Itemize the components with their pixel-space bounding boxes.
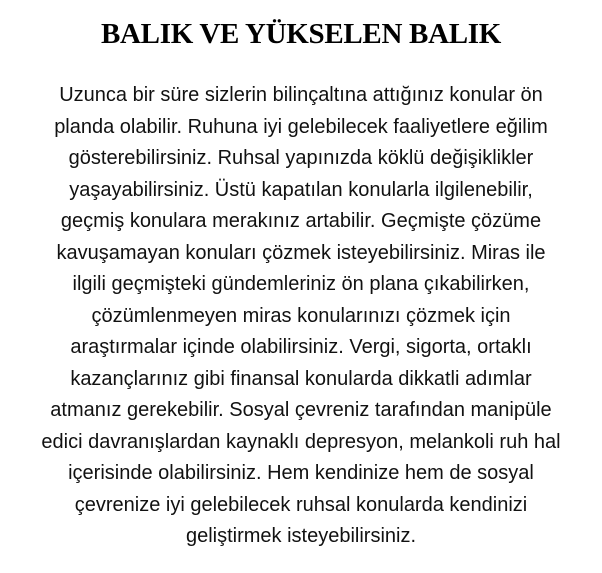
body-line: edici davranışlardan kaynaklı depresyon, melankoli ruh hal — [41, 430, 561, 453]
body-line: içerisinde olabilirsiniz. Hem kendinize hem de sosyal — [68, 462, 534, 484]
document-body — [0, 80, 602, 553]
body-line: geliştirmek isteyebilirsiniz. — [185, 525, 417, 547]
body-line: atmanız gerekebilir. Sosyal çevreniz tarafından manipüle — [50, 399, 552, 421]
body-line: Uzunca bir süre sizlerin bilinçaltına attığınız konular ön — [59, 84, 543, 106]
body-line: çevrenize iyi gelebilecek ruhsal konularda kendinizi — [74, 493, 528, 516]
body-line: ilgili geçmişteki gündemleriniz ön plana çıkabilirken, — [72, 273, 530, 295]
body-line: geçmiş konulara merakınız artabilir. Geçmişte çözüme — [60, 210, 542, 232]
body-line: kazançlarınız gibi finansal konularda dikkatli adımlar — [70, 367, 532, 390]
body-line: gösterebilirsiniz. Ruhsal yapınızda köklü değişiklikler — [68, 147, 534, 169]
body-line: kavuşamayan konuları çözmek isteyebilirsiniz. Miras ile — [56, 241, 546, 264]
body-line: planda olabilir. Ruhuna iyi gelebilecek faaliyetlere eğilim — [54, 115, 548, 138]
body-line: çözümlenmeyen miras konularınızı çözmek için — [91, 304, 511, 327]
document-title: BALIK VE YÜKSELEN BALIK — [100, 18, 502, 50]
body-line: araştırmalar içinde olabilirsiniz. Vergi, sigorta, ortaklı — [70, 336, 532, 358]
body-line: yaşayabilirsiniz. Üstü kapatılan konularla ilgilenebilir, — [69, 178, 533, 201]
